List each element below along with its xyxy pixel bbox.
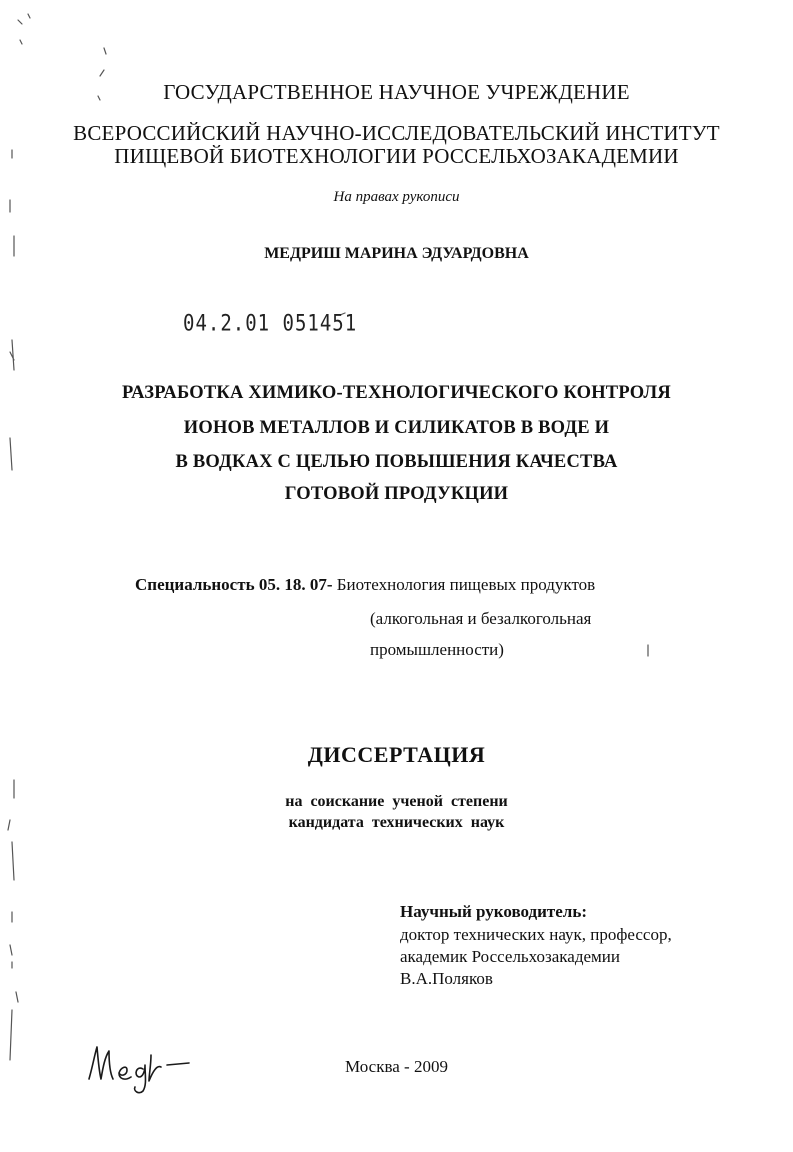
- specialty-name-line2: (алкогольная и безалкогольная: [370, 609, 592, 628]
- author-name: МЕДРИШ МАРИНА ЭДУАРДОВНА: [264, 245, 529, 262]
- title-line4: ГОТОВОЙ ПРОДУКЦИИ: [284, 484, 509, 504]
- registration-stamp: 04.2.01 051451: [183, 311, 358, 337]
- title-line1: РАЗРАБОТКА ХИМИКО-ТЕХНОЛОГИЧЕСКОГО КОНТРОЛЯ: [122, 383, 671, 403]
- supervisor-title: доктор технических наук, профессор,: [400, 925, 672, 944]
- title-line2: ИОНОВ МЕТАЛЛОВ И СИЛИКАТОВ В ВОДЕ И: [183, 418, 610, 438]
- degree-line2: кандидата технических наук: [288, 814, 505, 831]
- specialty-name: Биотехнология пищевых продуктов: [332, 575, 596, 594]
- supervisor-affiliation: академик Россельхозакадемии: [400, 947, 620, 966]
- degree-line1: на соискание ученой степени: [285, 793, 508, 810]
- specialty-name-line3: промышленности): [370, 640, 504, 659]
- specialty-label: Специальность 05. 18. 07-: [135, 575, 333, 594]
- manuscript-note: На правах рукописи: [333, 189, 460, 205]
- institution-type: ГОСУДАРСТВЕННОЕ НАУЧНОЕ УЧРЕЖДЕНИЕ: [163, 80, 630, 104]
- document-type: ДИССЕРТАЦИЯ: [307, 742, 486, 767]
- specialty: [135, 575, 595, 595]
- supervisor-name: В.А.Поляков: [400, 969, 493, 988]
- supervisor-heading: Научный руководитель:: [400, 902, 587, 921]
- institute-name-line2: ПИЩЕВОЙ БИОТЕХНОЛОГИИ РОССЕЛЬХОЗАКАДЕМИИ: [114, 144, 679, 168]
- institute-name-line1: ВСЕРОССИЙСКИЙ НАУЧНО-ИССЛЕДОВАТЕЛЬСКИЙ ИНСТИТУТ: [73, 121, 720, 145]
- handwritten-signature: [85, 1035, 205, 1095]
- title-line3: В ВОДКАХ С ЦЕЛЬЮ ПОВЫШЕНИЯ КАЧЕСТВА: [175, 452, 618, 472]
- place-year: Москва - 2009: [345, 1057, 448, 1076]
